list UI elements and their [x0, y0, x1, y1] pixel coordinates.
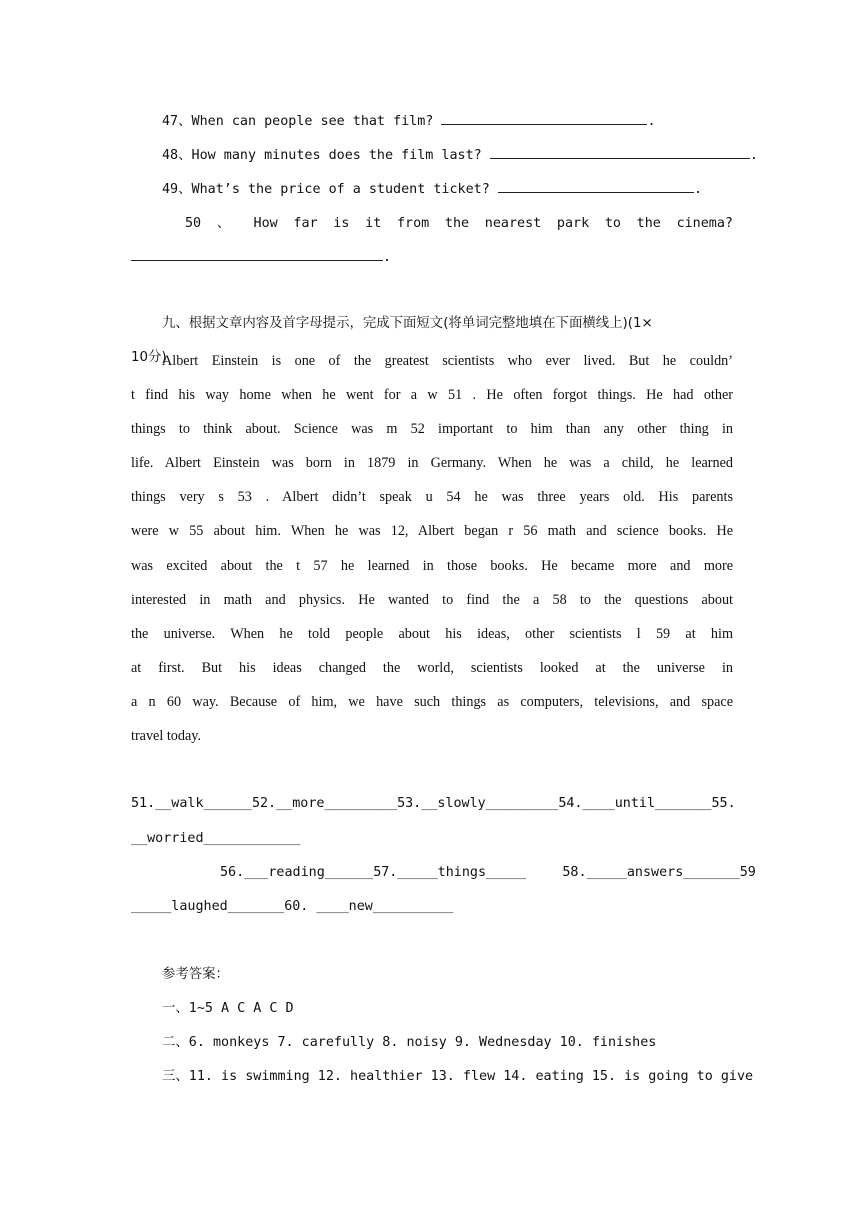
answer-key-2: 二、6. monkeys 7. carefully 8. noisy 9. Wednesday 10. finishes [162, 1035, 657, 1050]
question-50: 50 、 How far is it from the nearest park to the cinema? [185, 216, 733, 231]
passage-line-5: things very s 53 . Albert didn’t speak u 54 he was three years old. His parents [131, 489, 733, 505]
answer-51[interactable]: __walk______ [155, 796, 252, 811]
answer-59[interactable]: _____laughed_______ [131, 899, 285, 914]
passage-line-8: interested in math and physics. He wanted to find the a 58 to the questions about [131, 592, 733, 608]
section-9-heading: 九、根据文章内容及首字母提示，完成下面短文(将单词完整地填在下面横线上)(1× [162, 316, 653, 331]
passage-line-11: a n 60 way. Because of him, we have such things as computers, televisions, and space [131, 694, 733, 710]
answer-58[interactable]: _____answers_______ [586, 865, 740, 880]
question-49: 49、What’s the price of a student ticket? . [162, 182, 702, 197]
answer-blank-48[interactable] [490, 146, 750, 159]
question-48-text: 48、How many minutes does the film last? [162, 148, 482, 163]
question-47-text: 47、When can people see that film? [162, 114, 434, 129]
answer-row-1: 51.__walk______52.__more_________53.__slowly_________54.____until_______55. [131, 796, 736, 811]
passage-line-10: at first. But his ideas changed the world, scientists looked at the universe in [131, 660, 733, 676]
answer-54[interactable]: ____until_______ [582, 796, 712, 811]
section-9-heading-cont: 10分) [131, 350, 167, 365]
passage-line-9: the universe. When he told people about his ideas, other scientists l 59 at him [131, 626, 733, 642]
answer-key-1: 一、1~5 A C A C D [162, 1001, 294, 1016]
answer-56[interactable]: ___reading______ [244, 865, 374, 880]
answer-blank-49[interactable] [498, 180, 694, 193]
passage-line-12: travel today. [131, 728, 201, 744]
passage-line-1: Albert Einstein is one of the greatest scientists who ever lived. But he couldn’ [162, 353, 733, 369]
passage-line-6: were w 55 about him. When he was 12, Albert began r 56 math and science books. He [131, 523, 733, 539]
question-47: 47、When can people see that film? . [162, 114, 656, 129]
passage-line-4: life. Albert Einstein was born in 1879 in Germany. When he was a child, he learned [131, 455, 733, 471]
question-48: 48、How many minutes does the film last? . [162, 148, 758, 163]
answer-key-3: 三、11. is swimming 12. healthier 13. flew 14. eating 15. is going to give [162, 1069, 754, 1084]
passage-line-2: t find his way home when he went for a w 51 . He often forgot things. He had other [131, 387, 733, 403]
answer-57[interactable]: _____things_____ [397, 865, 527, 880]
answer-52[interactable]: __more_________ [276, 796, 398, 811]
passage-line-7: was excited about the t 57 he learned in those books. He became more and more [131, 558, 733, 574]
passage-line-3: things to think about. Science was m 52 important to him than any other thing in [131, 421, 733, 437]
question-50-answer-line: . [131, 248, 733, 268]
answer-blank-50[interactable] [131, 248, 383, 261]
question-49-text: 49、What’s the price of a student ticket? [162, 182, 490, 197]
answer-53[interactable]: __slowly_________ [421, 796, 559, 811]
answer-60[interactable]: ____new__________ [308, 899, 454, 914]
answer-blank-47[interactable] [441, 112, 647, 125]
answer-row-2: 56.___reading______57._____things_____ 58._____answers_______59 [220, 865, 756, 880]
answer-key-title: 参考答案： [162, 967, 229, 982]
answer-55[interactable]: __worried____________ [131, 831, 301, 846]
answer-row-3: _____laughed_______60. ____new__________ [131, 899, 454, 914]
